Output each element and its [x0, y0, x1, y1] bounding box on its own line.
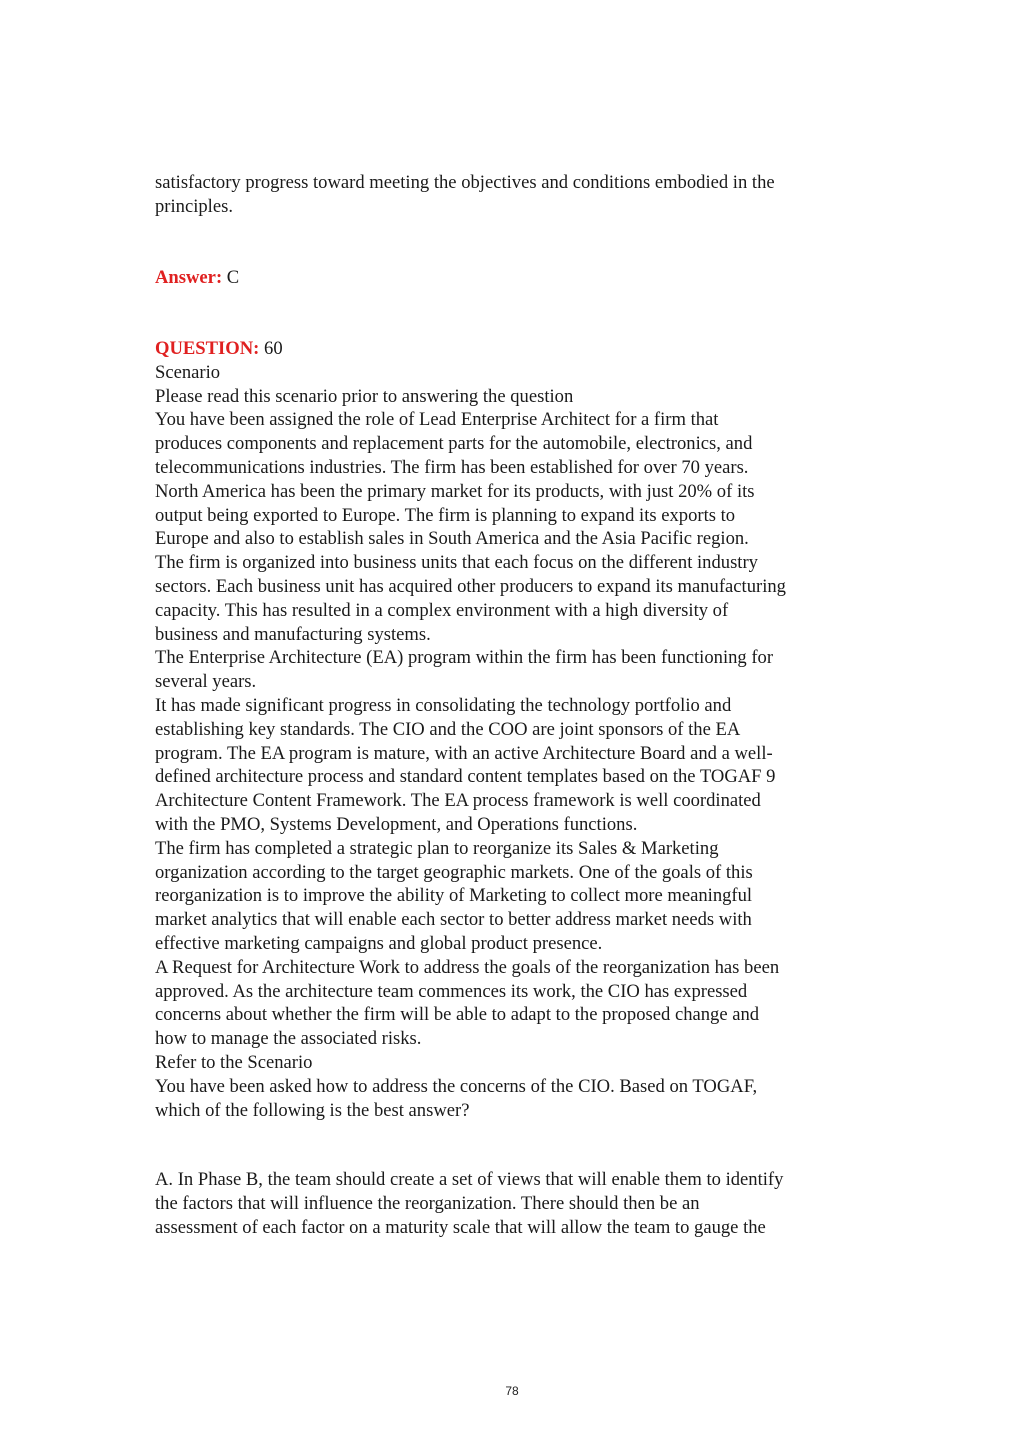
option-line: A. In Phase B, the team should create a set of views that will enable them to identify	[155, 1169, 784, 1190]
scenario-line: organization according to the target geographic markets. One of the goals of this	[155, 861, 753, 883]
page-number: 78	[505, 1384, 519, 1398]
scenario-line: effective marketing campaigns and global product presence.	[155, 932, 603, 954]
scenario-line: business and manufacturing systems.	[155, 623, 431, 645]
scenario-line: The Enterprise Architecture (EA) program within the firm has been functioning for	[155, 647, 774, 669]
scenario-line: It has made significant progress in consolidating the technology portfolio and	[155, 694, 732, 716]
scenario-line: several years.	[155, 671, 257, 693]
scenario-line: how to manage the associated risks.	[155, 1028, 422, 1050]
text-line: principles.	[155, 195, 233, 217]
scenario-line: with the PMO, Systems Development, and Operations functions.	[155, 813, 638, 835]
scenario-line: reorganization is to improve the ability of Marketing to collect more meaningful	[155, 885, 753, 907]
scenario-line: The firm has completed a strategic plan to reorganize its Sales & Marketing	[155, 837, 719, 859]
answer-label: Answer:	[155, 267, 223, 288]
scenario-line: Refer to the Scenario	[155, 1051, 313, 1073]
intro-continuation	[155, 171, 875, 219]
text-line: satisfactory progress toward meeting the objectives and conditions embodied in the	[155, 172, 775, 193]
scenario-line: output being exported to Europe. The firm is planning to expand its exports to	[155, 504, 736, 526]
scenario-line: Architecture Content Framework. The EA process framework is well coordinated	[155, 790, 761, 812]
question-label: QUESTION:	[155, 338, 260, 359]
scenario-line: establishing key standards. The CIO and the COO are joint sponsors of the EA	[155, 718, 741, 740]
scenario-line: program. The EA program is mature, with an active Architecture Board and a well-	[155, 742, 773, 764]
answer-value: C	[226, 267, 240, 288]
question-heading	[155, 337, 875, 361]
scenario-line: telecommunications industries. The firm has been established for over 70 years.	[155, 456, 749, 478]
option-a	[155, 1168, 875, 1239]
scenario-line: market analytics that will enable each sector to better address market needs with	[155, 909, 752, 931]
scenario-line: Scenario	[155, 361, 221, 383]
question-number: 60	[264, 338, 283, 359]
scenario-line: You have been assigned the role of Lead Enterprise Architect for a firm that	[155, 409, 719, 431]
scenario-line: approved. As the architecture team commences its work, the CIO has expressed	[155, 980, 748, 1002]
scenario-line: defined architecture process and standard content templates based on the TOGAF 9	[155, 766, 776, 788]
option-line: the factors that will influence the reorganization. There should then be an	[155, 1192, 700, 1214]
scenario-line: produces components and replacement parts for the automobile, electronics, and	[155, 433, 753, 455]
scenario-line: Europe and also to establish sales in South America and the Asia Pacific region.	[155, 528, 749, 550]
scenario-line: which of the following is the best answer?	[155, 1099, 470, 1121]
scenario-line: North America has been the primary market for its products, with just 20% of its	[155, 480, 755, 502]
option-line: assessment of each factor on a maturity scale that will allow the team to gauge the	[155, 1216, 766, 1238]
scenario-line: sectors. Each business unit has acquired other producers to expand its manufacturing	[155, 575, 786, 597]
question-block	[155, 337, 875, 1122]
scenario-line: You have been asked how to address the concerns of the CIO. Based on TOGAF,	[155, 1075, 758, 1097]
answer-line	[155, 266, 875, 290]
scenario-line: The firm is organized into business units that each focus on the different industry	[155, 552, 758, 574]
scenario-line: A Request for Architecture Work to address the goals of the reorganization has been	[155, 956, 780, 978]
scenario-line: capacity. This has resulted in a complex environment with a high diversity of	[155, 599, 729, 621]
scenario-line: concerns about whether the firm will be able to adapt to the proposed change and	[155, 1004, 760, 1026]
scenario-line: Please read this scenario prior to answering the question	[155, 385, 574, 407]
